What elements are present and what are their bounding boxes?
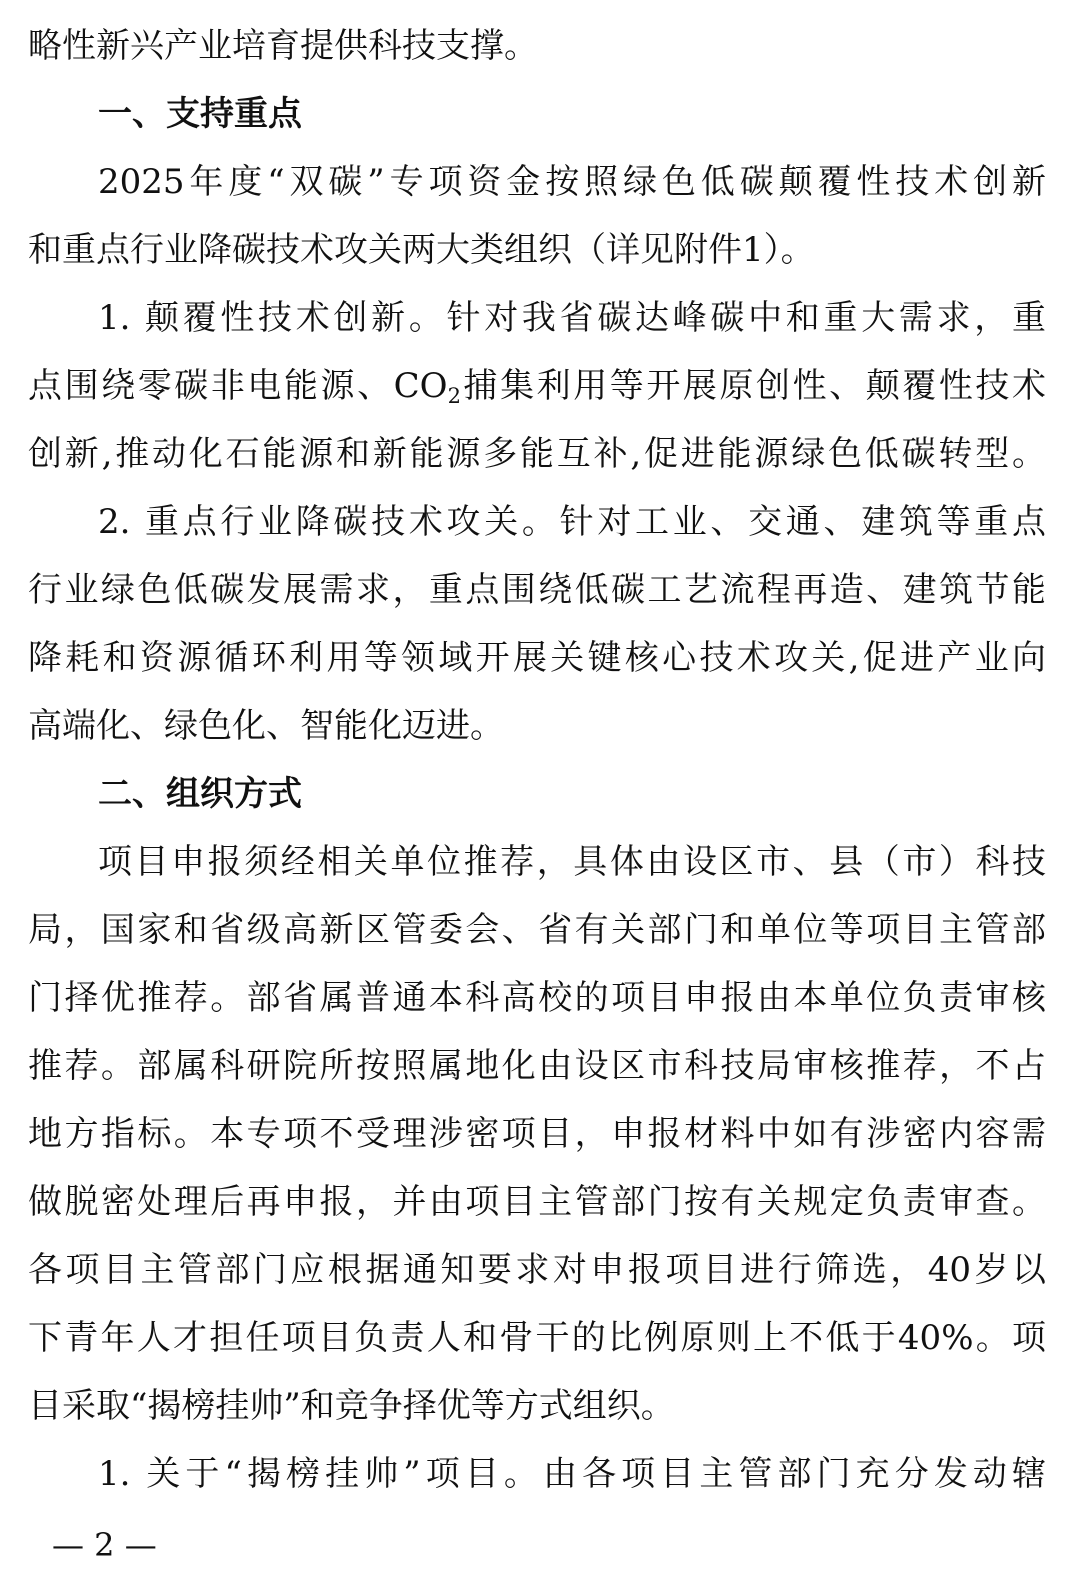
text-line: 高端化、绿色化、智能化迈进。 [28,706,504,746]
text-line: 和重点行业降碳技术攻关两大类组织（详见附件1）。 [28,230,815,270]
text-line: 2025年度“双碳”专项资金按照绿色低碳颠覆性技术创新 [98,162,1046,202]
section-heading-organization: 二、组织方式 [98,774,302,814]
text-line: 推荐。部属科研院所按照属地化由设区市科技局审核推荐，不占 [28,1046,1046,1086]
text-line: 项目申报须经相关单位推荐，具体由设区市、县（市）科技 [98,842,1046,882]
text-line: 行业绿色低碳发展需求，重点围绕低碳工艺流程再造、建筑节能 [28,570,1046,610]
text-line: 做脱密处理后再申报，并由项目主管部门按有关规定负责审查。 [28,1182,1046,1222]
text-fragment: 捕集利用等开展原创性、颠覆性技术 [460,366,1046,406]
text-fragment: 点围绕零碳非电能源、 [28,366,394,406]
text-line: 略性新兴产业培育提供科技支撑。 [28,26,538,66]
text-line: 创新,推动化石能源和新能源多能互补,促进能源绿色低碳转型。 [28,434,1046,474]
text-line: 降耗和资源循环利用等领域开展关键核心技术攻关,促进产业向 [28,638,1046,678]
co2-formula: CO [393,366,448,406]
section-heading-support-focus: 一、支持重点 [98,94,302,134]
text-line: 1. 颠覆性技术创新。针对我省碳达峰碳中和重大需求，重 [98,298,1046,338]
text-line: 局，国家和省级高新区管委会、省有关部门和单位等项目主管部 [28,910,1046,950]
text-line-with-co2 [28,362,1046,410]
text-line: 1. 关于“揭榜挂帅”项目。由各项目主管部门充分发动辖 [98,1454,1046,1494]
text-line: 各项目主管部门应根据通知要求对申报项目进行筛选，40岁以 [28,1250,1046,1290]
co2-subscript: 2 [447,384,461,408]
text-line: 地方指标。本专项不受理涉密项目，申报材料中如有涉密内容需 [28,1114,1046,1154]
text-line: 2. 重点行业降碳技术攻关。针对工业、交通、建筑等重点 [98,502,1046,542]
text-line: 目采取“揭榜挂帅”和竞争择优等方式组织。 [28,1386,675,1426]
text-line: 门择优推荐。部省属普通本科高校的项目申报由本单位负责审核 [28,978,1046,1018]
text-line: 下青年人才担任项目负责人和骨干的比例原则上不低于40%。项 [28,1318,1046,1358]
page-number: — 2 — [52,1526,157,1564]
